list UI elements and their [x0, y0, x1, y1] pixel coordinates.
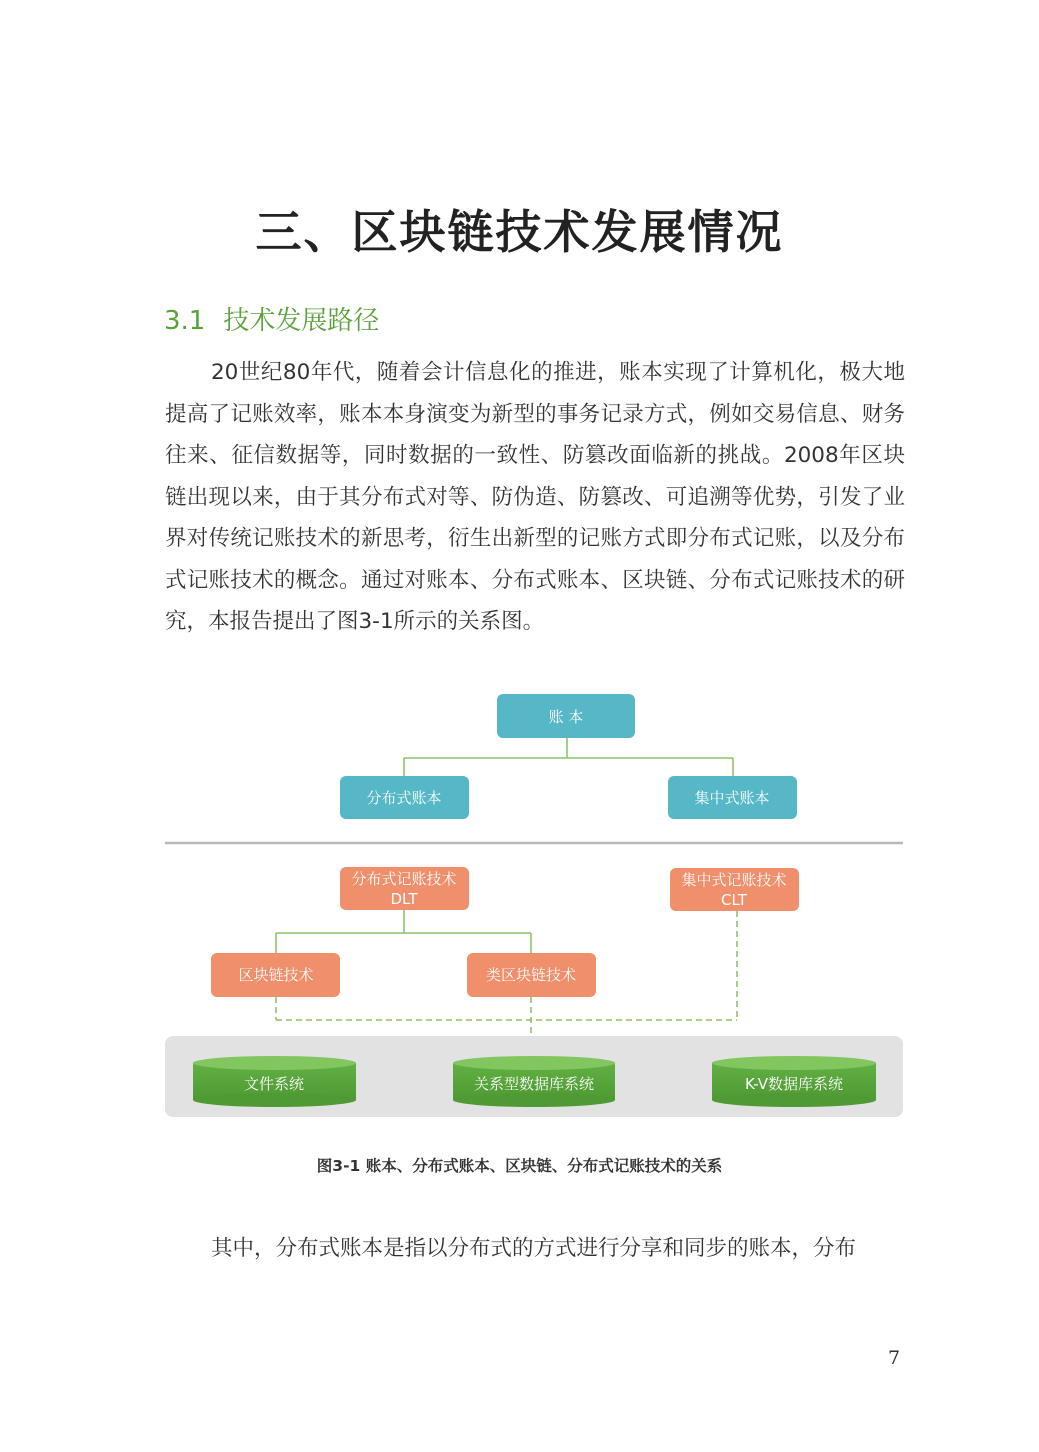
page-number: 7 — [888, 1347, 901, 1369]
file-system-label: 文件系统 — [243, 1075, 305, 1093]
relational-db-label: 关系型数据库系统 — [473, 1075, 595, 1093]
section-title: 技术发展路径 — [223, 306, 380, 336]
body-paragraph-1: 20世纪80年代，随着会计信息化的推进，账本实现了计算机化，极大地提高了记账效率，账本本身演变为新型的事务记录方式，例如交易信息、财务往来、征信数据等，同时数据的一致性、防篡改面临新的挑战。2008年区块链出现以来，由于其分布式对等、防伪造、防篡改、可追溯等优势，引发了业界对传统记账技术的新思考，衍生出新型的记账方式即分布式记账，以及分布式记账技术的概念。通过对账本、分布式账本、区块链、分布式记账技术的研究，本报告提出了图3-1所示的关系图。 — [165, 360, 905, 634]
kv-db-label: K-V数据库系统 — [744, 1075, 844, 1093]
file-system-cylinder — [193, 1056, 356, 1107]
relational-db-cylinder — [453, 1056, 615, 1107]
distributed-ledger-label: 分布式账本 — [366, 789, 442, 807]
ledger-connectors — [404, 738, 733, 777]
clt-label-line1: 集中式记账技术 — [681, 871, 787, 889]
quasi-blockchain-node — [467, 953, 596, 997]
clt-node — [670, 868, 799, 911]
quasi-blockchain-label: 类区块链技术 — [485, 966, 577, 984]
ledger-label: 账 本 — [548, 708, 584, 726]
ledger-node — [497, 694, 635, 738]
dlt-connectors — [276, 910, 531, 953]
blockchain-node — [211, 953, 340, 997]
page-title: 三、区块链技术发展情况 — [255, 205, 784, 259]
dlt-node — [340, 867, 469, 910]
figure-caption: 图3-1 账本、分布式账本、区块链、分布式记账技术的关系 — [316, 1157, 723, 1175]
body-paragraph-2: 其中，分布式账本是指以分布式的方式进行分享和同步的账本，分布 — [211, 1236, 857, 1261]
centralized-ledger-label: 集中式账本 — [694, 789, 770, 807]
dlt-label-line1: 分布式记账技术 — [351, 870, 457, 888]
kv-db-cylinder — [712, 1056, 876, 1107]
centralized-ledger-node — [668, 776, 797, 819]
dlt-label-line2: DLT — [390, 890, 418, 908]
distributed-ledger-node — [340, 776, 469, 819]
section-number: 3.1 — [164, 306, 206, 336]
blockchain-label: 区块链技术 — [238, 966, 314, 984]
clt-label-line2: CLT — [721, 891, 747, 909]
